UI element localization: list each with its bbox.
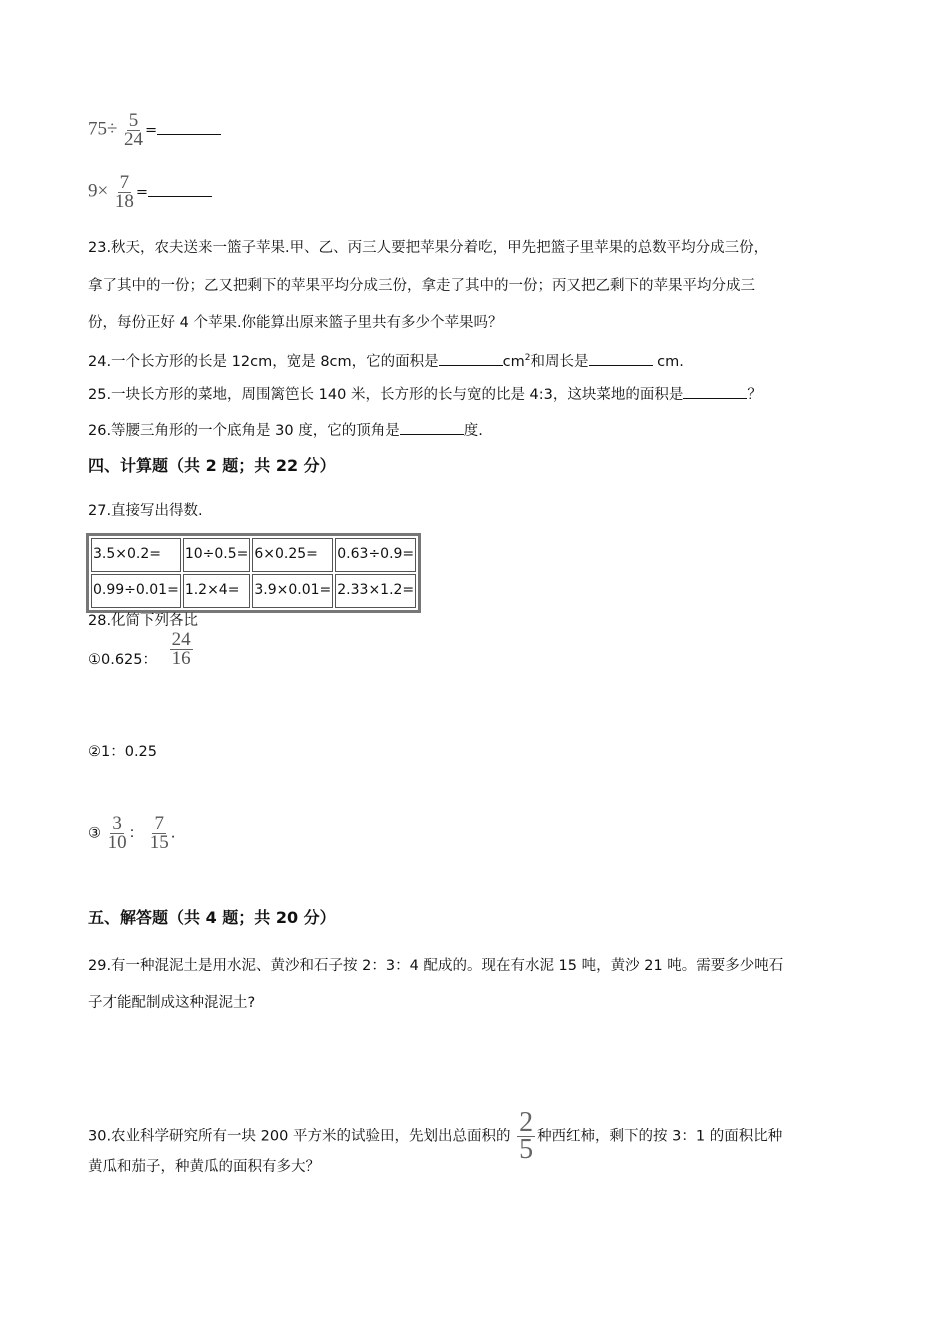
q25-text-b: ？ (747, 387, 762, 403)
q30-line: 黄瓜和茄子，种黄瓜的面积有多大？ (88, 1159, 320, 1175)
table-row (91, 538, 416, 572)
q26-text: 26.等腰三角形的一个底角是 30 度，它的顶角是 (88, 423, 400, 439)
table-cell: 0.63÷0.9= (335, 538, 416, 572)
q25-blank[interactable] (683, 384, 747, 399)
q22-expression (88, 174, 212, 211)
q22-numerator: 7 (119, 172, 130, 193)
q21-answer-blank[interactable] (157, 120, 221, 135)
q21-whole: 75 (88, 118, 107, 140)
q24-unit-sup: 2 (524, 353, 531, 363)
q25 (88, 384, 762, 405)
q22-answer-blank[interactable] (148, 182, 212, 197)
q24-text-b: 和周长是 (530, 353, 589, 370)
section-heading-word-problems: 五、解答题（共 4 题；共 20 分） (88, 908, 336, 927)
table-row (91, 574, 416, 608)
denominator: 5 (519, 1134, 534, 1165)
q28-part3 (88, 815, 175, 852)
denominator: 15 (149, 832, 169, 853)
q23-line: 23.秋天，农夫送来一篮子苹果.甲、乙、丙三人要把苹果分着吃，甲先把篮子里苹果的总数平均分成三份， (88, 240, 769, 256)
table-cell: 2.33×1.2= (335, 574, 416, 608)
denominator: 16 (171, 647, 191, 669)
q24-text-c: cm. (652, 353, 684, 370)
table-cell: 3.9×0.01= (252, 574, 333, 608)
q28-part1-label: ①0.625： (88, 652, 158, 668)
table-cell: 10÷0.5= (183, 538, 251, 572)
q24 (88, 348, 684, 372)
numerator: 7 (154, 813, 164, 834)
q30-text: 30.农业科学研究所有一块 200 平方米的试验田，先划出总面积的 (88, 1128, 511, 1145)
q26-text-b: 度. (463, 423, 483, 439)
q27-title: 27.直接写出得数. (88, 503, 203, 519)
q24-unit: cm (502, 353, 525, 370)
q21-fraction (124, 112, 143, 149)
q22-operator: × (97, 180, 109, 202)
q30-text-b: 种西红柿，剩下的按 3：1 的面积比种 (537, 1128, 783, 1145)
q27-table (86, 533, 421, 613)
period: . (170, 825, 176, 842)
q21-denominator: 24 (124, 129, 144, 150)
q24-area-blank[interactable] (439, 351, 503, 366)
q26-blank[interactable] (400, 420, 464, 435)
q28-part3-fraction-1 (108, 815, 127, 852)
q30-fraction (517, 1107, 535, 1165)
table-cell: 6×0.25= (252, 538, 333, 572)
q21-operator: ÷ (107, 118, 118, 140)
q28-part1-fraction (170, 628, 193, 669)
q22-denominator: 18 (114, 191, 134, 212)
ratio-separator: ： (128, 825, 144, 842)
section-heading-calculation: 四、计算题（共 2 题；共 22 分） (88, 456, 336, 475)
q24-perimeter-blank[interactable] (589, 351, 653, 366)
q22-whole: 9 (88, 180, 98, 202)
numerator: 2 (519, 1107, 534, 1138)
q23-line: 拿了其中的一份；乙又把剩下的苹果平均分成三份，拿走了其中的一份；丙又把乙剩下的苹果平均分成三 (88, 278, 755, 294)
q21-numerator: 5 (128, 110, 139, 131)
numerator: 24 (171, 628, 191, 650)
q28-part1 (88, 628, 195, 670)
q24-text: 24.一个长方形的长是 12cm，宽是 8cm，它的面积是 (88, 353, 439, 370)
denominator: 10 (107, 832, 127, 853)
q28-title: 28.化简下列各比 (88, 613, 199, 629)
q29-line: 29.有一种混泥土是用水泥、黄沙和石子按 2：3：4 配成的。现在有水泥 15 吨，黄沙 21 吨。需要多少吨石 (88, 958, 784, 974)
q25-text: 25.一块长方形的菜地，周围篱笆长 140 米，长方形的长与宽的比是 4:3，这块菜地的面积是 (88, 387, 684, 403)
numerator: 3 (112, 813, 122, 834)
q28-part3-label: ③ (88, 825, 101, 842)
table-cell: 0.99÷0.01= (91, 574, 181, 608)
q21-equals: = (145, 122, 158, 139)
q23-line: 份，每份正好 4 个苹果.你能算出原来篮子里共有多少个苹果吗？ (88, 315, 503, 331)
q28-part3-fraction-2 (150, 815, 169, 852)
q26 (88, 420, 483, 441)
table-cell: 3.5×0.2= (91, 538, 181, 572)
q29-line: 子才能配制成这种混泥土? (88, 995, 256, 1011)
table-cell: 1.2×4= (183, 574, 251, 608)
q28-part2: ②1：0.25 (88, 744, 158, 760)
q22-fraction (115, 174, 134, 211)
q22-equals: = (135, 184, 148, 201)
q21-expression (88, 112, 221, 149)
q30-line (88, 1107, 783, 1165)
